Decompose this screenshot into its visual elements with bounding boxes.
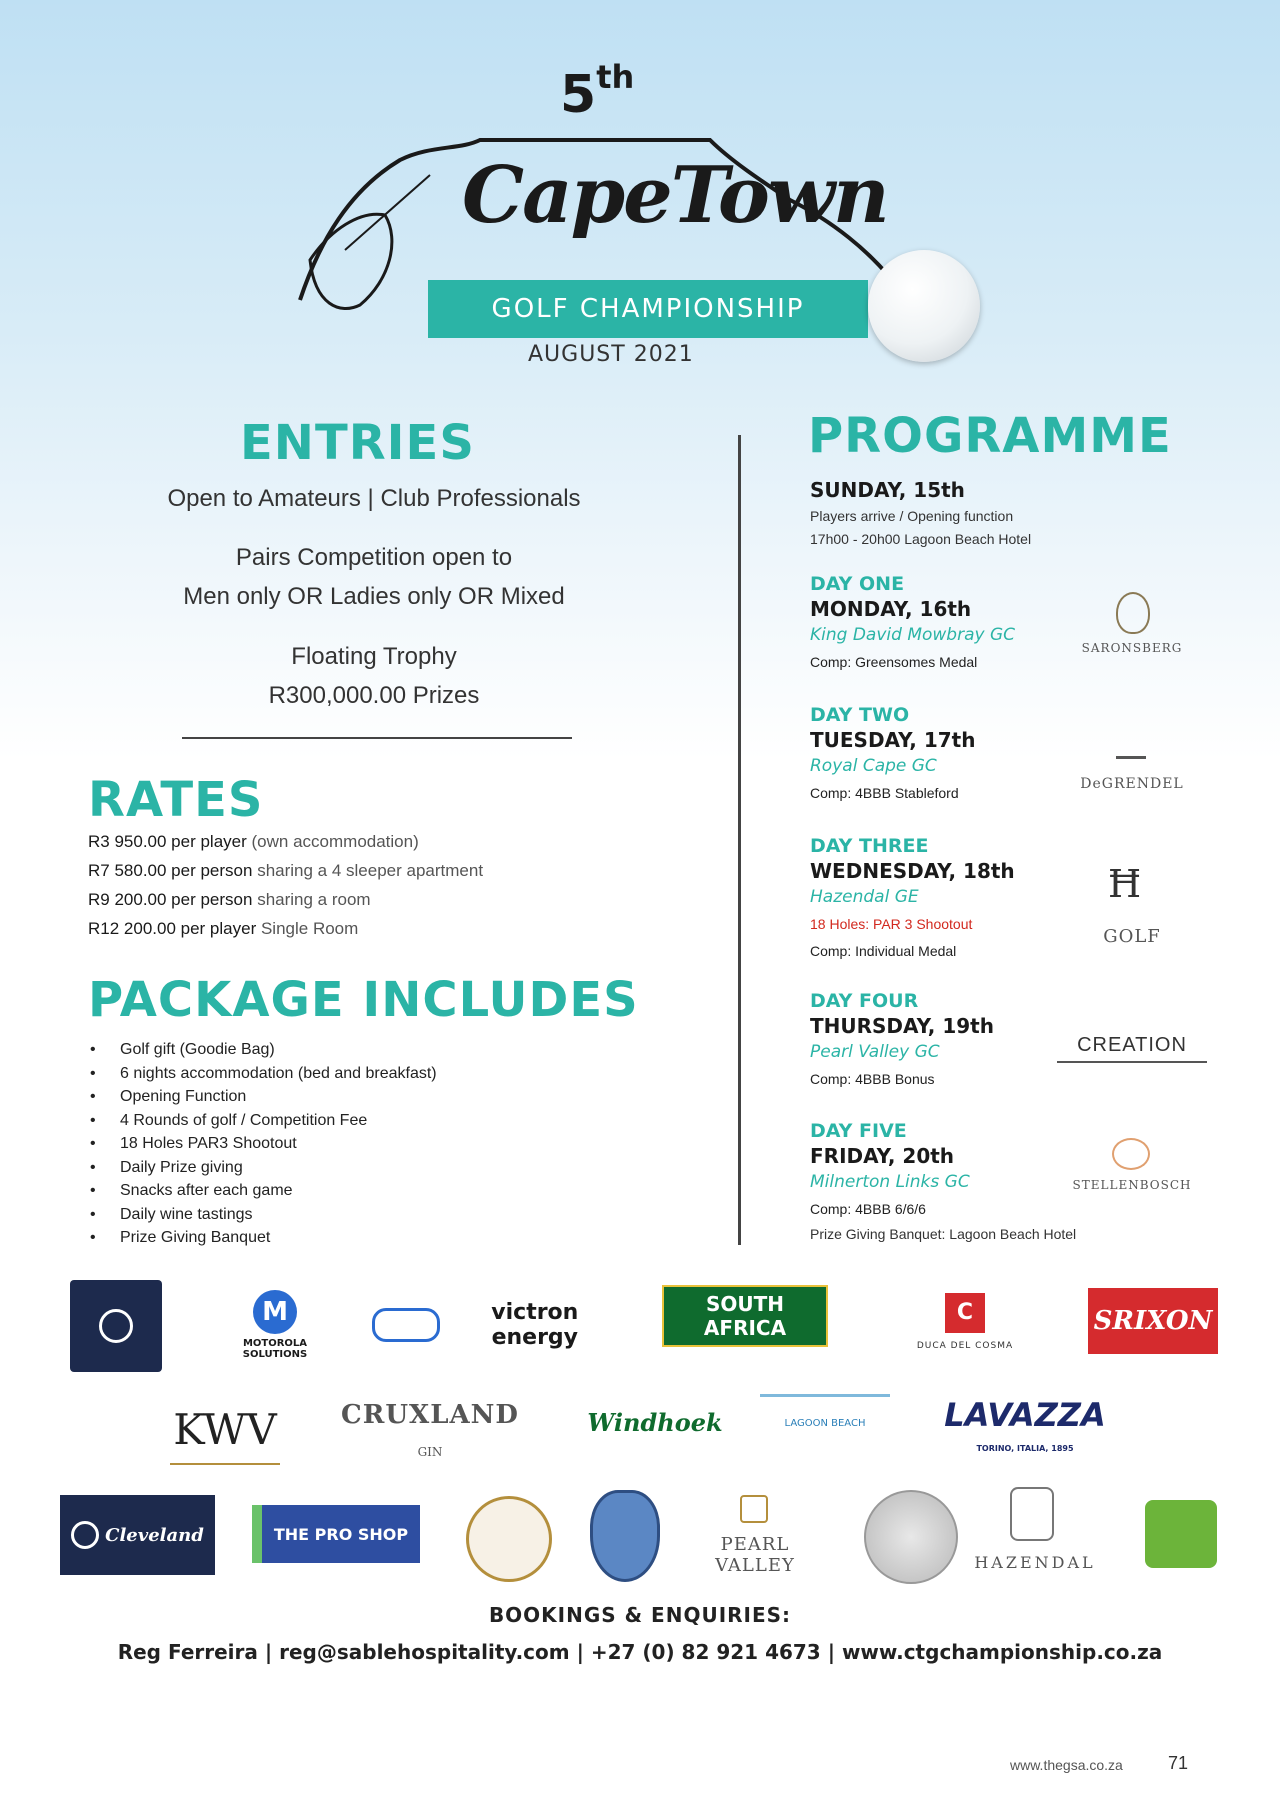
motorola-icon: M [253,1290,297,1334]
sponsor-motorola: M MOTOROLA SOLUTIONS [210,1285,340,1365]
sponsor-duca: C DUCA DEL COSMA [900,1282,1030,1362]
entries-trophy: Floating Trophy [291,643,457,670]
stellenbosch-crest-icon [1112,1138,1150,1170]
day-venue: King David Mowbray GC [810,625,1016,645]
entries-heading: ENTRIES [240,415,475,471]
sponsor-pro-shop: THE PRO SHOP [252,1505,420,1563]
event-date: AUGUST 2021 [528,342,694,367]
day-venue: Milnerton Links GC [810,1172,970,1192]
package-list [90,1038,437,1250]
sponsor-hazendal-golf: GOLF [1103,926,1161,947]
day-venue: Pearl Valley GC [810,1042,940,1062]
list-item: • Daily Prize giving [90,1158,243,1176]
day-comp: Comp: Greensomes Medal [810,654,978,670]
milnerton-crest-icon [864,1490,958,1584]
day-venue: Hazendal GE [810,887,919,907]
entries-prizes: R300,000.00 Prizes [268,682,480,709]
degrendel-crest-icon [1116,726,1146,759]
rate-item: R9 200.00 per person sharing a room [88,890,371,909]
golf-ball-icon [868,250,980,362]
rate-item: R3 950.00 per player (own accommodation) [88,832,419,851]
sponsor-stellenbosch: STELLENBOSCH [1072,1178,1192,1192]
day-comp: Comp: 4BBB Stableford [810,785,959,801]
day-comp: Comp: 4BBB Bonus [810,1071,935,1087]
sunday-date: SUNDAY, 15th [810,478,965,502]
day-date: THURSDAY, 19th [810,1014,994,1038]
cleveland-c-icon [71,1521,99,1549]
sponsor-cleveland: Cleveland [60,1495,215,1575]
day-venue: Royal Cape GC [810,756,937,776]
list-item: • Golf gift (Goodie Bag) [90,1041,275,1058]
sponsor-green-logo-icon [1145,1500,1217,1568]
day-date: TUESDAY, 17th [810,728,976,752]
programme-heading: PROGRAMME [808,408,1172,464]
page-site: www.thegsa.co.za [1010,1757,1123,1773]
hazendal-crest-icon [1010,1487,1054,1541]
rates-heading: RATES [88,772,264,828]
entries-pairs-line2: Men only OR Ladies only OR Mixed [183,583,565,610]
entries-pairs-line1: Pairs Competition open to [235,544,513,571]
victron-coil-icon [372,1308,440,1342]
sponsor-pearl-valley: PEARL VALLEY [715,1534,795,1576]
section-divider [182,737,572,739]
list-item: • Daily wine tastings [90,1205,253,1223]
sponsor-windhoek: Windhoek [587,1407,723,1437]
bookings-contact: Reg Ferreira | reg@sablehospitality.com | +27 (0) 82 921 4673 | www.ctgchampionship.co.za [117,1640,1163,1664]
rate-item: R12 200.00 per player Single Room [88,919,359,938]
sponsor-creation: CREATION [1057,1034,1207,1063]
day-shootout-note: 18 Holes: PAR 3 Shootout [810,916,973,932]
entries-open-to: Open to Amateurs | Club Professionals [167,485,581,512]
sponsor-lagoon-beach: LAGOON BEACH [760,1394,890,1450]
golf-club-crest-icon [466,1496,552,1582]
page-number: 71 [1168,1753,1189,1773]
list-item: • Opening Function [90,1088,247,1105]
day-date: WEDNESDAY, 18th [810,859,1015,883]
sponsor-kwv: KWV [170,1395,280,1465]
pearl-valley-crest-icon [740,1495,768,1523]
list-item: • 6 nights accommodation (bed and breakfast) [90,1064,437,1082]
day-label: DAY ONE [810,573,905,595]
sponsor-degrendel: DeGRENDEL [1080,776,1184,792]
day-comp: Comp: Individual Medal [810,943,957,959]
sponsor-lavazza: LAVAZZA [944,1396,1106,1434]
closing-banquet: Prize Giving Banquet: Lagoon Beach Hotel [810,1226,1077,1242]
list-item: • Prize Giving Banquet [90,1229,271,1246]
sponsor-victron: victron energy [372,1300,622,1350]
championship-banner: GOLF CHAMPIONSHIP [428,280,868,338]
sponsor-cruxland: CRUXLAND [341,1400,519,1430]
sponsor-saronsberg: SARONSBERG [1081,641,1183,655]
bookings-title: BOOKINGS & ENQUIRIES: [488,1603,792,1627]
sponsor-logo-dark [70,1280,162,1372]
rate-item: R7 580.00 per person sharing a 4 sleeper apartment [88,861,484,880]
column-divider [738,435,741,1245]
capetown-script-title: CapeTown [462,150,888,241]
list-item: • Snacks after each game [90,1182,293,1199]
sunday-line1: Players arrive / Opening function [810,508,1014,524]
sponsor-lavazza-tagline: TORINO, ITALIA, 1895 [976,1443,1074,1453]
duca-c-icon: C [945,1293,985,1333]
sunday-line2: 17h00 - 20h00 Lagoon Beach Hotel [810,531,1032,547]
sponsor-hazendal: HAZENDAL [974,1552,1096,1572]
sponsor-cruxland-gin: GIN [417,1445,443,1459]
hazendal-h-logo-icon: Ħ [1108,862,1142,906]
power-icon [99,1309,133,1343]
day-label: DAY TWO [810,704,910,726]
saronsberg-crest-icon [1116,592,1150,634]
day-comp: Comp: 4BBB 6/6/6 [810,1201,926,1217]
day-label: DAY FIVE [810,1120,907,1142]
day-date: MONDAY, 16th [810,597,972,621]
edition-title: 5th [560,58,635,125]
day-label: DAY FOUR [810,990,919,1012]
list-item: • 18 Holes PAR3 Shootout [90,1135,297,1152]
day-label: DAY THREE [810,835,929,857]
royal-cape-crest-icon [590,1490,660,1582]
sponsor-srixon: SRIXON [1088,1288,1218,1354]
day-date: FRIDAY, 20th [810,1144,955,1168]
list-item: • 4 Rounds of golf / Competition Fee [90,1111,368,1129]
sponsor-south-africa: SOUTH AFRICA [662,1285,828,1347]
package-heading: PACKAGE INCLUDES [88,972,639,1028]
